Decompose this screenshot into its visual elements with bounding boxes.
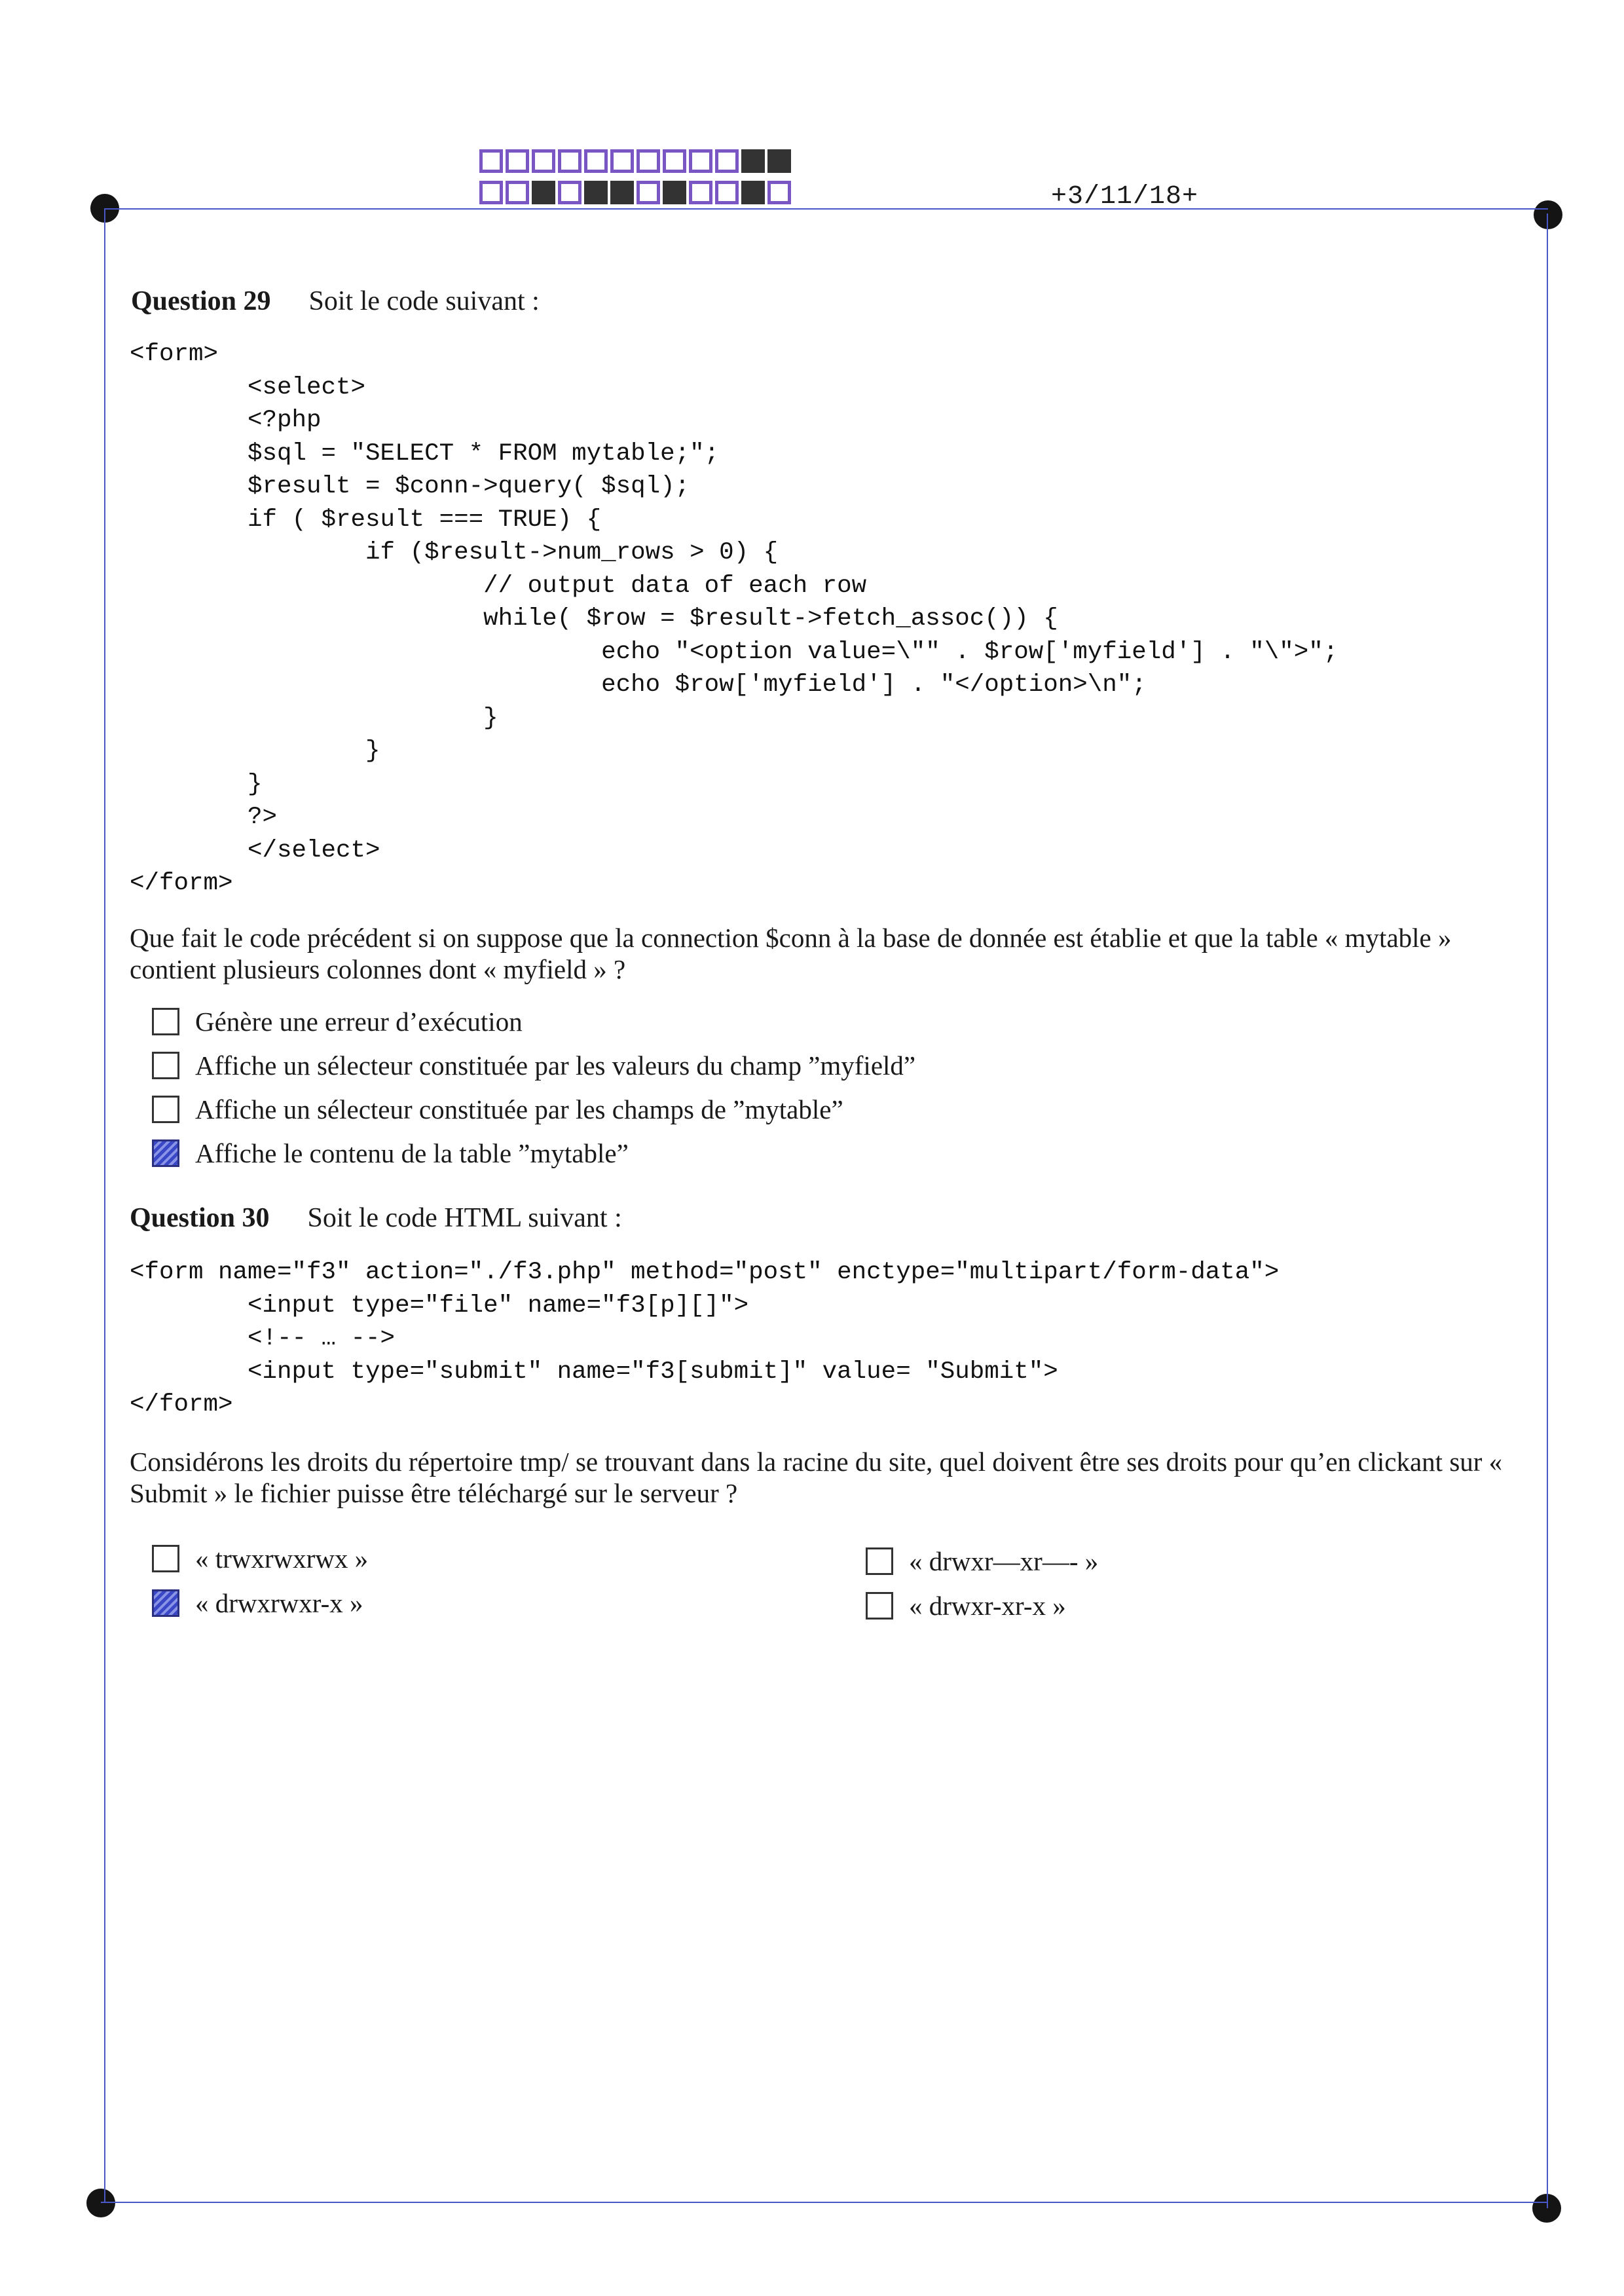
checkbox-checked[interactable] bbox=[152, 1139, 179, 1167]
barcode-cell bbox=[506, 181, 529, 204]
answer-option[interactable] bbox=[152, 1006, 523, 1037]
question-29-title bbox=[131, 286, 540, 317]
answer-label: Affiche un sélecteur constituée par les champs de ”mytable” bbox=[195, 1094, 843, 1124]
frame-bottom bbox=[101, 2202, 1548, 2203]
checkbox[interactable] bbox=[152, 1545, 179, 1572]
question-intro: Soit le code suivant : bbox=[308, 286, 540, 316]
barcode-cell bbox=[532, 149, 555, 173]
question-29-prompt: Que fait le code précédent si on suppose que la connection $conn à la base de donnée est établie et que la table « mytable » contient plusieurs colonnes dont « myfield » ? bbox=[130, 923, 1452, 984]
answer-label: « drwxrwxr-x » bbox=[195, 1588, 363, 1618]
barcode-cell bbox=[532, 181, 555, 204]
answer-option[interactable] bbox=[866, 1590, 1066, 1621]
answer-option[interactable] bbox=[152, 1587, 363, 1619]
barcode-cell bbox=[637, 149, 660, 173]
answer-label: Affiche un sélecteur constituée par les valeurs du champ ”myfield” bbox=[195, 1050, 916, 1081]
checkbox[interactable] bbox=[152, 1052, 179, 1079]
checkbox[interactable] bbox=[866, 1547, 893, 1575]
frame-right bbox=[1547, 213, 1548, 2208]
answer-label: « drwxr—xr—- » bbox=[909, 1546, 1099, 1576]
checkbox[interactable] bbox=[866, 1592, 893, 1620]
barcode-cell bbox=[689, 181, 712, 204]
question-intro: Soit le code HTML suivant : bbox=[307, 1203, 622, 1233]
barcode-cell bbox=[689, 149, 712, 173]
barcode-cell bbox=[506, 149, 529, 173]
question-number: Question 29 bbox=[131, 286, 271, 316]
barcode-cell bbox=[663, 149, 686, 173]
barcode-cell bbox=[479, 149, 503, 173]
answer-option[interactable] bbox=[152, 1543, 368, 1574]
frame-left bbox=[104, 208, 105, 2203]
barcode-cell bbox=[663, 181, 686, 204]
barcode-cell bbox=[584, 181, 608, 204]
answer-label: Affiche le contenu de la table ”mytable” bbox=[195, 1138, 629, 1168]
answer-option[interactable] bbox=[152, 1094, 843, 1125]
frame-top bbox=[105, 208, 1548, 210]
checkbox[interactable] bbox=[152, 1008, 179, 1035]
barcode-row-2 bbox=[479, 181, 794, 204]
sheet-id: +3/11/18+ bbox=[1051, 182, 1199, 212]
answer-option[interactable] bbox=[866, 1546, 1098, 1577]
checkbox-checked[interactable] bbox=[152, 1589, 179, 1617]
barcode-row-1 bbox=[479, 149, 794, 173]
question-30-title bbox=[130, 1202, 622, 1234]
question-29-code: <form> <select> <?php $sql = "SELECT * FROM mytable;"; $result = $conn->query( $sql); if ( $result === TRUE) { if ($result->num_rows > 0) { // output data of each row while( $row = $result->fetch_assoc()) { echo "<option value=\"" . $row['myfield'] . "\">"; echo $row['myfield'] . "</option>\n"; } } } ?> </select> </form> bbox=[130, 341, 1338, 897]
barcode-cell bbox=[558, 149, 581, 173]
barcode-cell bbox=[767, 181, 791, 204]
answer-label: « drwxr-xr-x » bbox=[909, 1591, 1066, 1621]
answer-label: « trwxrwxrwx » bbox=[195, 1544, 369, 1574]
checkbox[interactable] bbox=[152, 1096, 179, 1123]
answer-label: Génère une erreur d’exécution bbox=[195, 1007, 523, 1037]
barcode-cell bbox=[741, 149, 765, 173]
corner-marker-top-right bbox=[1534, 200, 1562, 229]
question-30-prompt: Considérons les droits du répertoire tmp/ se trouvant dans la racine du site, quel doivent être ses droits pour qu’en clickant sur « Submit » le fichier puisse être téléchargé sur le serveur ? bbox=[130, 1447, 1503, 1508]
barcode-cell bbox=[610, 149, 634, 173]
answer-option[interactable] bbox=[152, 1138, 629, 1169]
question-number: Question 30 bbox=[130, 1203, 270, 1233]
question-30-code: <form name="f3" action="./f3.php" method="post" enctype="multipart/form-data"> <input type="file" name="f3[p][]"> <!-- … --> <input type="submit" name="f3[submit]" value= "Submit"> </form> bbox=[130, 1259, 1280, 1418]
barcode-cell bbox=[741, 181, 765, 204]
barcode-cell bbox=[715, 149, 739, 173]
barcode-cell bbox=[767, 149, 791, 173]
barcode-cell bbox=[479, 181, 503, 204]
corner-marker-bottom-left bbox=[86, 2189, 115, 2217]
answer-option[interactable] bbox=[152, 1050, 915, 1081]
barcode-cell bbox=[715, 181, 739, 204]
barcode-cell bbox=[558, 181, 581, 204]
barcode-cell bbox=[637, 181, 660, 204]
barcode-cell bbox=[610, 181, 634, 204]
barcode-cell bbox=[584, 149, 608, 173]
